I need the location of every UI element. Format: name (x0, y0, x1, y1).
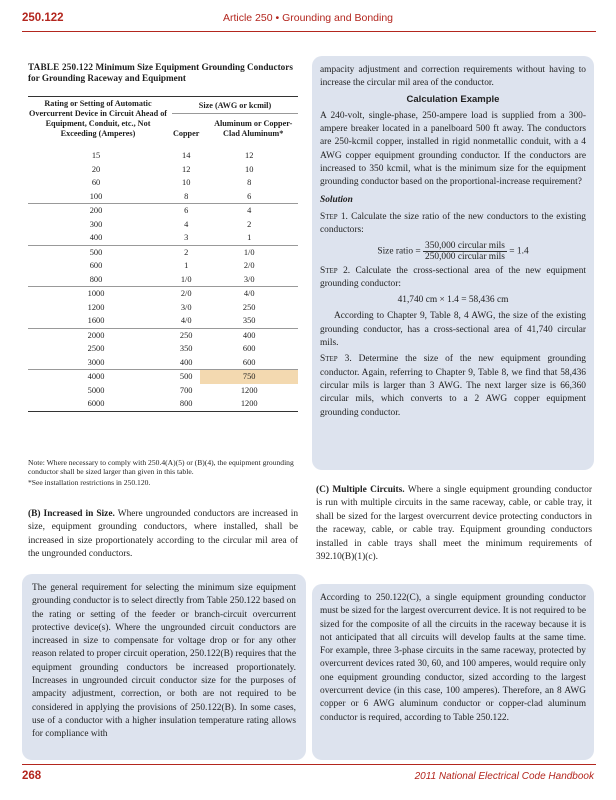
footer-page-number: 268 (22, 770, 42, 782)
table-row (28, 370, 298, 384)
rating-cell: 1200 (87, 302, 105, 312)
footer-rule (22, 764, 596, 765)
commentary-box-right-top (312, 56, 594, 470)
commentary-left-text: The general requirement for selecting the minimum size equipment grounding conductor is to select directly from Table 250.122 based on the rating or setting of the feeder or branch-circuit overcurrent protective device(s). Where the ungrounded circuit conductors are increased in size to compensate for voltage drop or for any other reason related to proper circuit operation, 250.122(B) requires that the equipment grounding conductors be increased proportionately. Increases in ungrounded circuit conductor size for the purposes of ampacity adjustment, correction, or both are not required to be considered in applying the provisions of 250.122(B). In some cases, use of a conductor with a higher insulation temperature rating allows for compliance with (32, 583, 296, 740)
table-title-rest: Minimum Size Equipment Grounding Conductors for Grounding Raceway and Equipment (28, 62, 293, 83)
ratio-result: = 1.4 (509, 246, 529, 257)
copper-cell: 500 (172, 370, 200, 384)
copper-cell: 1/0 (180, 274, 192, 284)
copper-cell: 700 (179, 385, 193, 395)
rating-cell: 2000 (28, 328, 172, 342)
size-table-body (28, 145, 298, 411)
aluminum-cell: 250 (242, 302, 256, 312)
rating-cell: 3000 (87, 357, 105, 367)
rating-cell: 5000 (87, 385, 105, 395)
aluminum-cell: 12 (245, 151, 254, 161)
step-3-text: Determine the size of the new equipment grounding conductor. Again, referring to Chapter 9, Table 8, we find that 58,436 circular mils is larger than 3 AWG. The next larger size is 66,360 circular mils, which converts to a 2 AWG copper equipment grounding conductor. (320, 354, 586, 418)
copper-cell: 14 (182, 151, 191, 161)
table-row (28, 328, 298, 342)
aluminum-cell: 3/0 (243, 274, 255, 284)
aluminum-cell: 1 (247, 233, 252, 243)
solution-heading: Solution (320, 194, 353, 205)
copper-cell: 3/0 (180, 302, 192, 312)
copper-cell: 1 (184, 261, 189, 271)
aluminum-cell: 750 (200, 370, 298, 384)
ratio-label: Size ratio = (377, 246, 421, 257)
rating-cell: 60 (91, 178, 101, 188)
header-article-title: Article 250 • Grounding and Bonding (222, 12, 394, 24)
table-row (28, 176, 298, 190)
commentary-intro: ampacity adjustment and correction requirements without having to increase the circular mil area of the conductor. (320, 65, 586, 89)
copper-cell: 800 (172, 397, 200, 411)
aluminum-cell: 4/0 (200, 287, 298, 301)
copper-cell: 2 (172, 245, 200, 259)
section-c-paragraph (316, 484, 592, 564)
copper-cell: 4/0 (180, 316, 192, 326)
copper-cell: 250 (172, 328, 200, 342)
table-row (28, 145, 298, 163)
copper-cell: 10 (182, 178, 191, 188)
copper-cell: 6 (172, 204, 200, 218)
step-3 (320, 353, 586, 419)
aluminum-cell: 6 (247, 191, 252, 201)
copper-cell: 8 (184, 191, 189, 201)
step-2-equation: 41,740 cm × 1.4 = 58,436 cm (397, 295, 509, 306)
commentary-box-left (22, 574, 306, 760)
col-copper-header: Copper (173, 129, 200, 138)
step-1-label: Step 1. (320, 211, 348, 222)
col-aluminum-header: Aluminum or Copper-Clad Aluminum* (214, 119, 293, 138)
aluminum-cell: 1/0 (200, 245, 298, 259)
commentary-right-top-content (320, 64, 586, 420)
table-row (28, 301, 298, 315)
rating-cell: 20 (91, 164, 101, 174)
rating-cell: 100 (89, 191, 103, 201)
aluminum-cell: 600 (242, 357, 256, 367)
table-row (28, 342, 298, 356)
copper-cell: 350 (179, 344, 193, 354)
aluminum-cell: 10 (245, 164, 254, 174)
table-row (28, 190, 298, 204)
table-row (28, 218, 298, 232)
aluminum-cell: 2 (247, 219, 252, 229)
footer-book-title: 2011 National Electrical Code Handbook (414, 771, 594, 782)
table-row (28, 356, 298, 370)
size-ratio-equation (320, 241, 586, 262)
ratio-fraction (423, 241, 507, 262)
table-footnote: *See installation restrictions in 250.120. (28, 477, 151, 487)
size-table-wrapper (28, 96, 298, 412)
calculation-problem: A 240-volt, single-phase, 250-ampere load is supplied from a 300-ampere breaker located in a panelboard 500 ft away. The conductors are 250-kcmil copper, installed in rigid nonmetallic conduit, with a 4 AWG copper equipment grounding conductor. If the conductors are increased to 350 kcmil, what is the minimum size for the equipment grounding conductor based on the proportional-increase requirement? (320, 110, 586, 188)
rating-cell: 2500 (87, 344, 105, 354)
section-b-paragraph (28, 508, 298, 562)
col-rating-header: Rating or Setting of Automatic Overcurrent Device in Circuit Ahead of Equipment, Conduit, etc., Not Exceeding (Amperes) (28, 99, 168, 138)
copper-cell: 3 (184, 233, 189, 243)
step-1 (320, 211, 586, 238)
rating-cell: 800 (89, 274, 103, 284)
header-rule (22, 31, 596, 32)
ratio-denominator: 250,000 circular mils (425, 251, 505, 262)
step-3-label: Step 3. (320, 354, 352, 365)
rating-cell: 4000 (28, 370, 172, 384)
ratio-numerator: 350,000 circular mils (425, 240, 505, 251)
table-row (28, 273, 298, 287)
rating-cell: 600 (89, 261, 103, 271)
aluminum-cell: 8 (247, 178, 252, 188)
table-row (28, 204, 298, 218)
rating-cell: 200 (28, 204, 172, 218)
copper-cell: 12 (182, 164, 191, 174)
aluminum-cell: 600 (242, 344, 256, 354)
table-row (28, 163, 298, 177)
table-note: Note: Where necessary to comply with 250.4(A)(5) or (B)(4), the equipment grounding conductor shall be sized larger than given in this table. (28, 458, 294, 477)
copper-cell: 2/0 (172, 287, 200, 301)
step-2-label: Step 2. (320, 265, 351, 276)
section-c-heading: (C) Multiple Circuits. (316, 485, 405, 495)
table-row (28, 397, 298, 411)
calculation-heading: Calculation Example (406, 93, 500, 105)
table-row (28, 287, 298, 301)
size-table (28, 96, 298, 412)
step-2 (320, 265, 586, 292)
step-1-text: Calculate the size ratio of the new conductors to the existing conductors: (320, 211, 586, 236)
header-section-number: 250.122 (22, 12, 64, 24)
section-b-text: Where ungrounded conductors are increased in size, equipment grounding conductors, where installed, shall be increased in size proportionately according to the circular mil area of the ungrounded conductors. (28, 509, 299, 560)
aluminum-cell: 1200 (200, 397, 298, 411)
aluminum-cell: 2/0 (243, 261, 255, 271)
table-notes (28, 458, 298, 487)
table-row (28, 259, 298, 273)
rating-cell: 1600 (87, 316, 105, 326)
rating-cell: 15 (91, 151, 101, 161)
copper-cell: 4 (184, 219, 189, 229)
aluminum-cell: 1200 (240, 385, 258, 395)
section-b-heading: (B) Increased in Size. (28, 509, 115, 519)
chapter-9-paragraph: According to Chapter 9, Table 8, 4 AWG, the size of the existing grounding conductor, has a cross-sectional area of 41,740 circular mils. (320, 311, 586, 349)
table-title-lead: TABLE 250.122 (28, 62, 94, 72)
rating-cell: 6000 (28, 397, 172, 411)
rating-cell: 1000 (28, 287, 172, 301)
table-row (28, 384, 298, 398)
copper-cell: 400 (179, 357, 193, 367)
rating-cell: 500 (28, 245, 172, 259)
aluminum-cell: 400 (200, 328, 298, 342)
step-2-text: Calculate the cross-sectional area of the new equipment grounding conductor: (320, 265, 587, 289)
col-size-header: Size (AWG or kcmil) (172, 97, 298, 114)
table-row (28, 314, 298, 328)
section-c-text: Where a single equipment grounding conductor is run with multiple circuits in the same raceway, cable, or cable tray, it shall be sized for the largest overcurrent device protecting conductors in the raceway, cable, or cable tray. Equipment grounding conductors installed in cable trays shall meet the minimum requirements of 392.10(B)(1)(c). (316, 485, 592, 563)
aluminum-cell: 4 (200, 204, 298, 218)
rating-cell: 400 (89, 233, 103, 243)
rating-cell: 300 (89, 219, 103, 229)
commentary-box-right-bottom (312, 584, 594, 760)
aluminum-cell: 350 (242, 316, 256, 326)
table-row (28, 245, 298, 259)
table-title (28, 62, 298, 84)
table-row (28, 231, 298, 245)
commentary-right-bottom-text: According to 250.122(C), a single equipment grounding conductor must be sized for the largest overcurrent device. It is not required to be sized for the composite of all the circuits in the raceway because it is not anticipated that all circuits will develop faults at the same time. For example, three 3-phase circuits in the same raceway, protected by overcurrent devices rated 30, 60, and 100 amperes, would require only one equipment grounding conductor, sized according to the largest overcurrent device (in this case, 100 amperes). Therefore, an 8 AWG copper or 6 AWG aluminum conductor or copper-clad aluminum conductor is required, according to Table 250.122. (320, 593, 586, 723)
